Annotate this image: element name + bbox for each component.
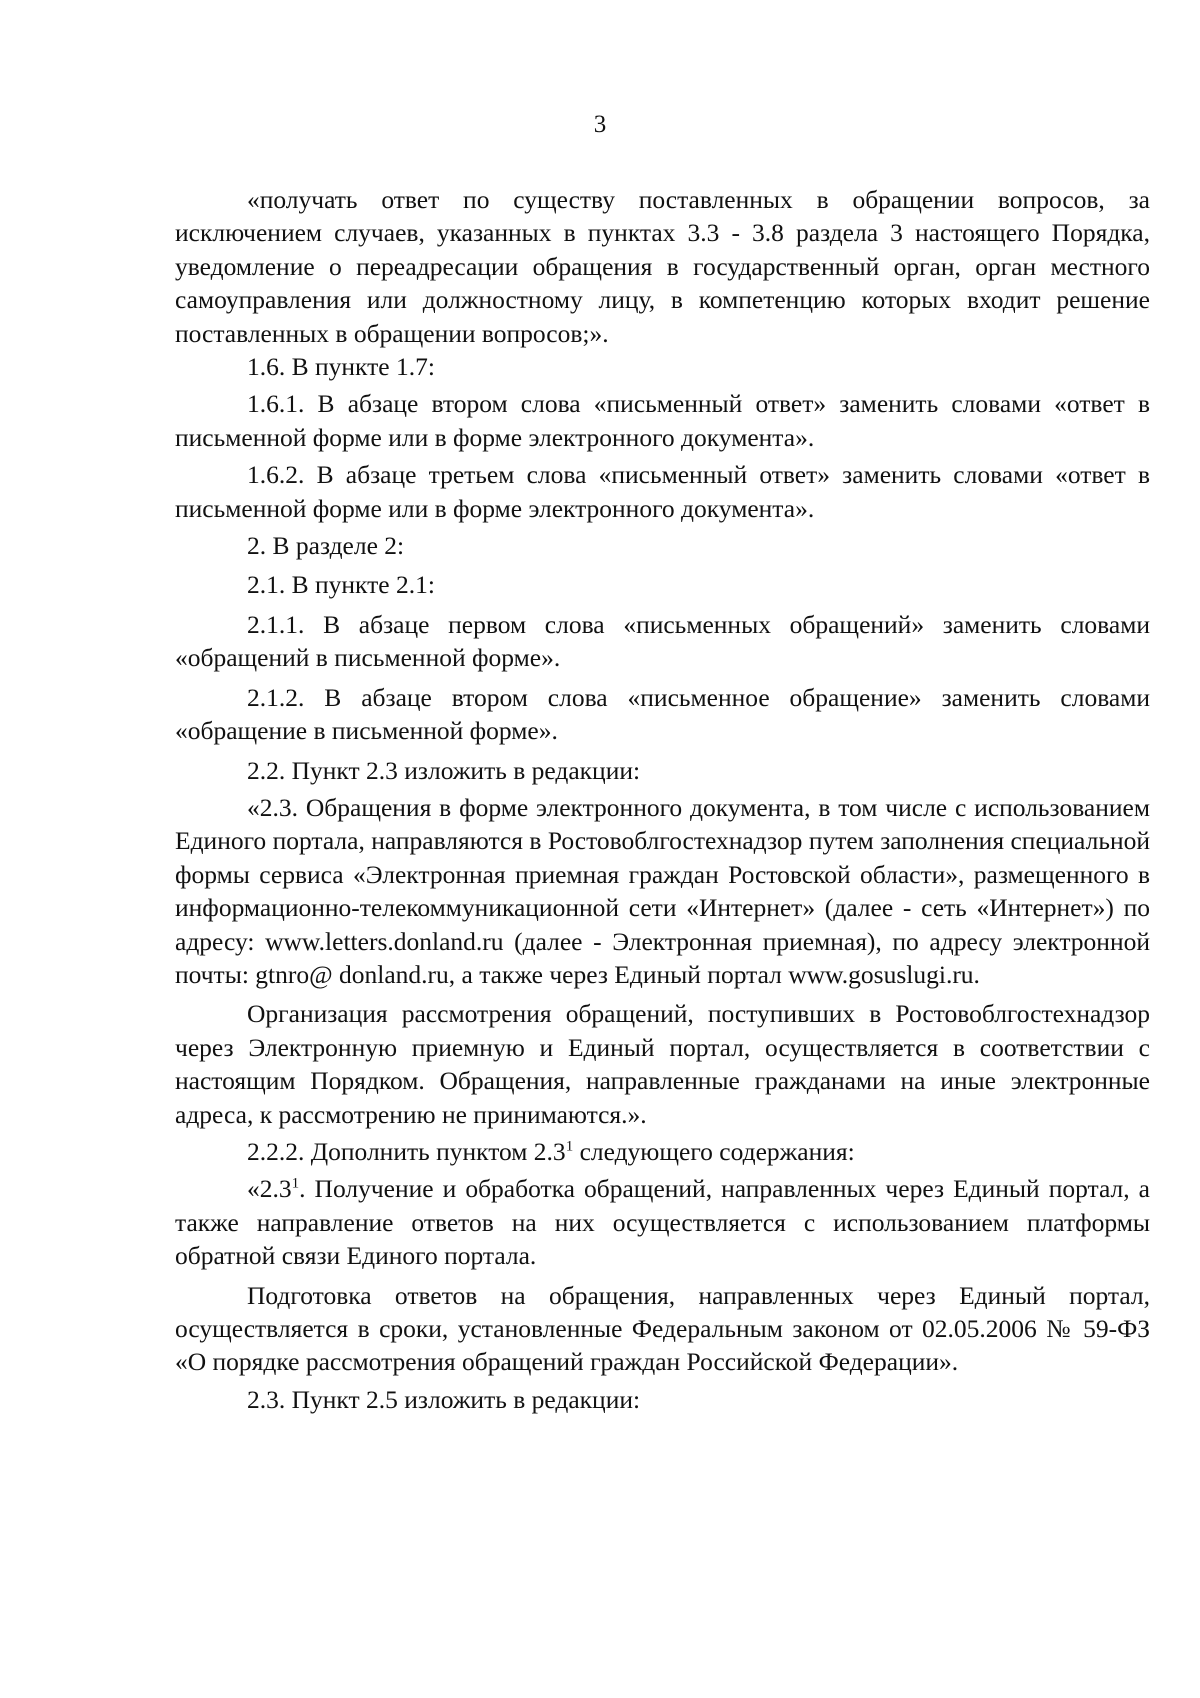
paragraph: 1.6. В пункте 1.7: — [247, 352, 435, 382]
document-body — [175, 183, 1150, 1416]
text: . Получение и обработка обращений, направленных через Единый портал, а также направление ответов на них осуществляется с использованием платформы обратной связи Единого портала. — [175, 1174, 1150, 1271]
paragraph: Подготовка ответов на обращения, направленных через Единый портал, осуществляется в сроки, установленные Федеральным законом от 02.05.2006 № 59-ФЗ «О порядке рассмотрения обращений граждан Российской Федерации». — [175, 1280, 1150, 1377]
superscript: 1 — [565, 1138, 574, 1155]
paragraph: Организация рассмотрения обращений, поступивших в Ростовоблгостехнадзор через Электронную приемную и Единый портал, осуществляется в соответствии с настоящим Порядком. Обращения, направленные гражданами на иные электронные адреса, к рассмотрению не принимаются.». — [175, 999, 1150, 1129]
paragraph: 2.1.2. В абзаце втором слова «письменное обращение» заменить словами «обращение в письменной форме». — [175, 682, 1150, 746]
paragraph: 1.6.2. В абзаце третьем слова «письменный ответ» заменить словами «ответ в письменной форме или в форме электронного документа». — [175, 460, 1150, 523]
paragraph: «получать ответ по существу поставленных в обращении вопросов, за исключением случаев, указанных в пунктах 3.3 - 3.8 раздела 3 настоящего Порядка, уведомление о переадресации обращения в государственный орган, орган местного самоуправления или должностному лицу, в компетенцию которых входит решение поставленных в обращении вопросов;». — [175, 185, 1150, 348]
paragraph-2-2-2 — [175, 1135, 1150, 1168]
paragraph: 1.6.1. В абзаце втором слова «письменный ответ» заменить словами «ответ в письменной форме или в форме электронного документа». — [175, 389, 1150, 452]
paragraph: 2.1.1. В абзаце первом слова «письменных обращений» заменить словами «обращений в письменной форме». — [175, 609, 1150, 673]
text: «2.3 — [247, 1174, 292, 1204]
superscript: 1 — [291, 1175, 300, 1192]
text: следующего содержания: — [573, 1136, 855, 1166]
page-number: 3 — [593, 111, 607, 138]
paragraph: 2.3. Пункт 2.5 изложить в редакции: — [247, 1384, 641, 1414]
text: 2.2.2. Дополнить пунктом 2.3 — [247, 1136, 566, 1166]
paragraph: 2.1. В пункте 2.1: — [247, 570, 435, 600]
paragraph: 2. В разделе 2: — [247, 531, 405, 561]
paragraph-2-3-1 — [175, 1172, 1150, 1272]
paragraph: 2.2. Пункт 2.3 изложить в редакции: — [247, 755, 641, 785]
paragraph: «2.3. Обращения в форме электронного документа, в том числе с использованием Единого портала, направляются в Ростовоблгостехнадзор путем заполнения специальной формы сервиса «Электронная приемная граждан Ростовской области», размещенного в информационно-телекоммуникационной сети «Интернет» (далее - сеть «Интернет») по адресу: www.letters.donland.ru (далее - Электронная приемная), по адресу электронной почты: gtnro@ donland.ru, а также через Единый портал www.gosuslugi.ru. — [175, 792, 1150, 989]
